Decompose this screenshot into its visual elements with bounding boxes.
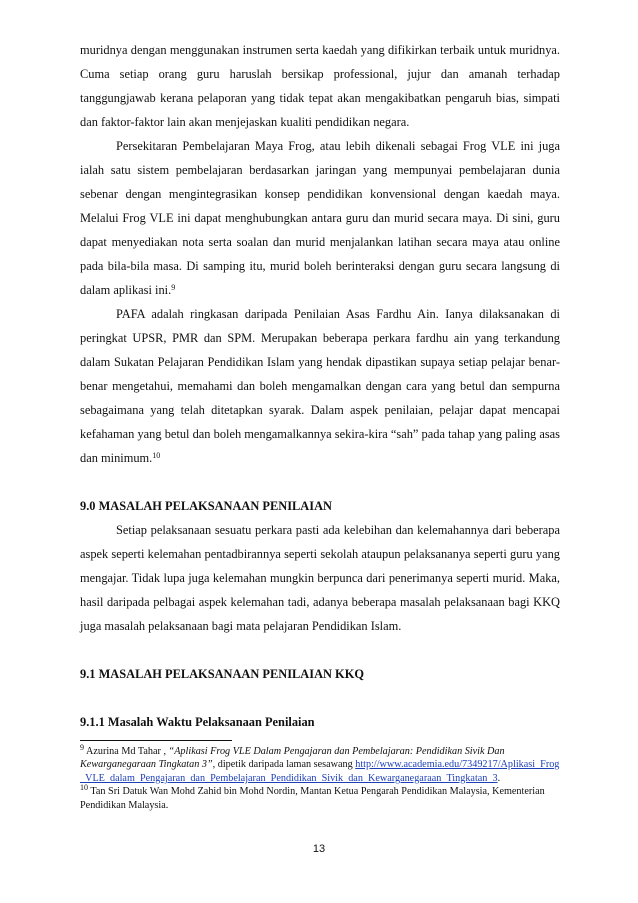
footnote-9-link[interactable]: http://www.academia.edu/7349217/Aplikasi_Frog_VLE_dalam_Pengajaran_dan_Pembelajaran_Pendidikan_Sivik_dan_Kewarganegaraan_Tingkatan_3	[80, 759, 560, 784]
section-heading-9-0: 9.0 MASALAH PELAKSANAAN PENILAIAN	[80, 499, 332, 513]
paragraph-1: muridnya dengan menggunakan instrumen serta kaedah yang difikirkan terbaik untuk muridnya. Cuma setiap orang guru haruslah bersikap professional, jujur dan amanah terhadap tanggungjawab kerana pelaporan yang tidak tepat akan mengakibatkan pengaruh bias, simpati dan faktor-faktor lain akan menjejaskan kualiti pendidikan negara.	[80, 43, 560, 129]
footnote-9-end: .	[497, 772, 501, 784]
footnotes	[80, 745, 562, 812]
footnote-9	[80, 745, 562, 785]
paragraph-4: Setiap pelaksanaan sesuatu perkara pasti ada kelebihan dan kelemahannya dari beberapa aspek seperti kelemahan pentadbirannya seperti sekolah ataupun pelaksananya seperti guru yang mengajar. Tidak lupa juga kelemahan mungkin berpunca dari penerimanya seperti murid. Maka, hasil daripada pelbagai aspek kelemahan tadi, adanya beberapa masalah pelaksanaan bagi KKQ juga masalah pelaksanaan bagi mata pelajaran Pendidikan Islam.	[80, 523, 560, 633]
paragraph-3-text: PAFA adalah ringkasan daripada Penilaian Asas Fardhu Ain. Ianya dilaksanakan di peringkat UPSR, PMR dan SPM. Merupakan beberapa perkara fardhu ain yang terkandung dalam Sukatan Pelajaran Pendidikan Islam yang hendak dipastikan supaya setiap pelajar benar-benar mengetahui, memahami dan boleh mengamalkan dengan cara yang betul dan sempurna sebagaimana yang telah ditetapkan syarak. Dalam aspek penilaian, pelajar dapat mencapai kefahaman yang betul dan boleh mengamalkannya sekira-kira “sah” pada tahap yang paling asas dan minimum.	[80, 307, 560, 465]
footnote-9-title: “Aplikasi Frog VLE Dalam Pengajaran dan Pembelajaran: Pendidikan Sivik Dan Kewarganegaraan Tingkatan 3”	[80, 746, 505, 771]
paragraph-3	[80, 302, 560, 470]
footnote-10-number: 10	[80, 783, 88, 793]
footnote-9-source: , dipetik daripada laman sesawang	[212, 759, 353, 771]
footnote-divider	[80, 740, 232, 741]
section-heading-9-1-1: 9.1.1 Masalah Waktu Pelaksanaan Penilaian	[80, 715, 315, 729]
footnote-9-number: 9	[80, 743, 84, 752]
footnote-10-text: Tan Sri Datuk Wan Mohd Zahid bin Mohd Nordin, Mantan Ketua Pengarah Pendidikan Malaysia, Kementerian Pendidikan Malaysia.	[80, 786, 545, 811]
footnote-ref-10[interactable]: 10	[152, 451, 161, 460]
footnote-ref-9[interactable]: 9	[171, 283, 176, 292]
body-text	[80, 38, 560, 734]
footnote-9-author: Azurina Md Tahar ,	[84, 746, 169, 757]
paragraph-2-text: Persekitaran Pembelajaran Maya Frog, atau lebih dikenali sebagai Frog VLE ini juga ialah satu sistem pembelajaran berdasarkan jaringan yang mempunyai pembelajaran dunia sebenar dengan mengintegrasikan konsep pendidikan konvensional dengan kaedah maya. Melalui Frog VLE ini dapat menghubungkan antara guru dan murid secara maya. Di sini, guru dapat menyediakan nota serta soalan dan murid menjalankan latihan secara maya atau online pada bila-bila masa. Di samping itu, murid boleh berinteraksi dengan guru secara langsung di dalam aplikasi ini.	[80, 139, 560, 297]
section-heading-9-1: 9.1 MASALAH PELAKSANAAN PENILAIAN KKQ	[80, 667, 364, 681]
footnote-10	[80, 785, 562, 812]
page-number: 13	[312, 843, 326, 855]
paragraph-2	[80, 134, 560, 302]
